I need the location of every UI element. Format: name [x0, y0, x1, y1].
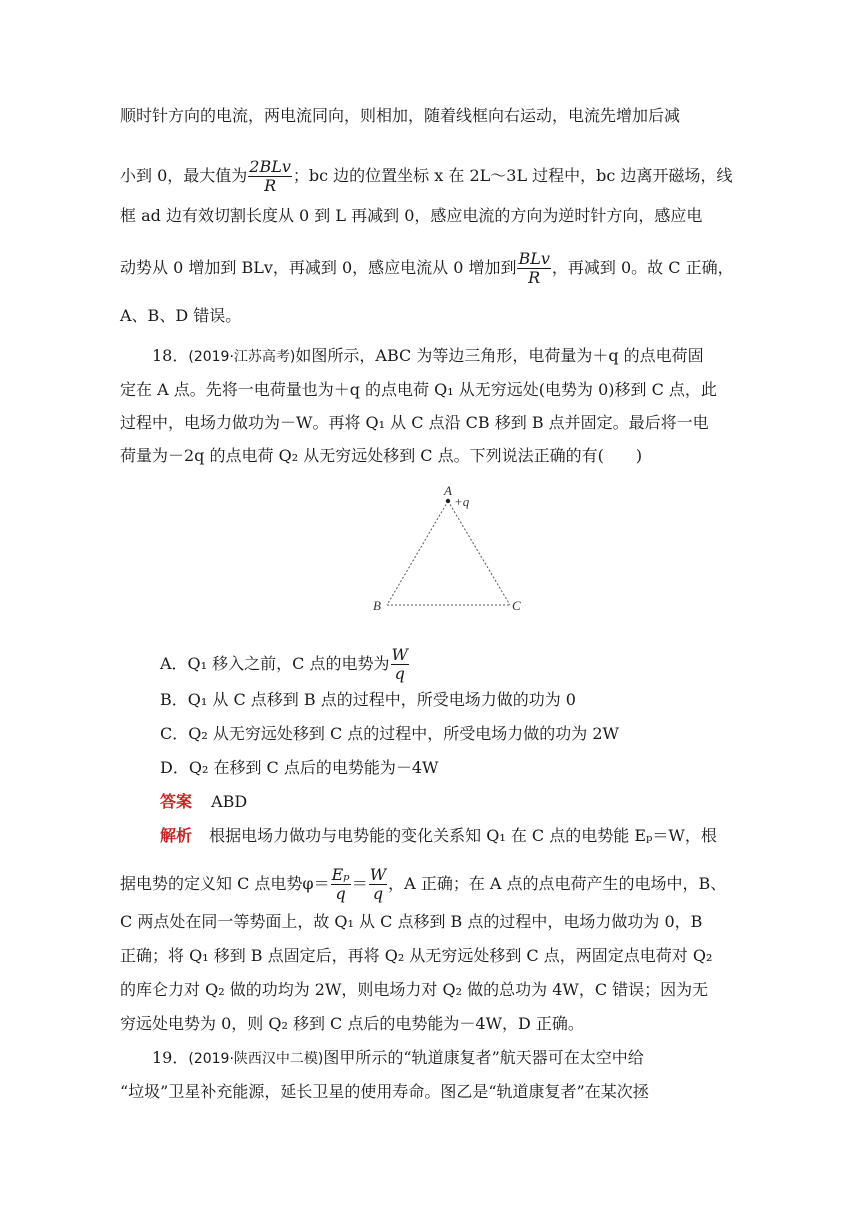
question-number: 18． [152, 346, 189, 365]
denominator: q [394, 664, 405, 683]
question-text: 图甲所示的“轨道康复者”航天器可在太空中给 [323, 1048, 644, 1067]
text-line: 框 ad 边有效切割长度从 0 到 L 再减到 0，感应电流的方向为逆时针方向，感应电 [120, 206, 703, 225]
denominator: q [335, 884, 346, 903]
text-line: A、B、D 错误。 [120, 306, 242, 325]
text-segment: ，A 正确；在 A 点的点电荷产生的电场中，B、 [388, 874, 727, 893]
text-segment: 小到 0，最大值为 [120, 166, 248, 185]
question-19-header [152, 1048, 772, 1069]
option-c: C．Q₂ 从无穷远处移到 C 点的过程中，所受电场力做的功为 2W [160, 724, 619, 743]
triangle-figure [366, 484, 536, 618]
vertex-label-b: B [373, 598, 381, 613]
numerator: Eₚ [331, 865, 350, 884]
point-charge-dot [446, 499, 450, 503]
text-segment: ＝ [351, 874, 368, 893]
numerator: BLv [518, 249, 550, 268]
option-d: D．Q₂ 在移到 C 点后的电势能为－4W [160, 758, 439, 777]
charge-label: +q [454, 494, 470, 509]
fraction [331, 866, 351, 903]
text-segment: 动势从 0 增加到 BLv，再减到 0，感应电流从 0 增加到 [120, 258, 517, 277]
answer-value: ABD [211, 792, 248, 811]
text-line: C 两点处在同一等势面上，故 Q₁ 从 C 点移到 B 点的过程中，电场力做功为 0，B [120, 912, 703, 931]
text-line [120, 158, 740, 195]
option-text: A．Q₁ 移入之前，C 点的电势为 [160, 654, 390, 673]
text-line: 过程中，电场力做功为－W。再将 Q₁ 从 C 点沿 CB 移到 B 点并固定。最后将一电 [120, 413, 709, 432]
text-segment: ；bc 边的位置坐标 x 在 2L～3L 过程中，bc 边离开磁场，线 [292, 166, 733, 185]
text-line [120, 866, 740, 903]
text-line: 荷量为－2q 的点电荷 Q₂ 从无穷远处移到 C 点。下列说法正确的有( ) [120, 446, 643, 465]
answer-label: 答案 [160, 792, 193, 811]
triangle-edge-ac [448, 501, 510, 605]
question-18-header [152, 346, 772, 367]
question-source: (2019·陕西汉中二模) [188, 1051, 324, 1067]
text-segment: 据电势的定义知 C 点电势φ＝ [120, 874, 330, 893]
text-line: 定在 A 点。先将一电荷量也为＋q 的点电荷 Q₁ 从无穷远处(电势为 0)移到 C 点，此 [120, 380, 717, 399]
triangle-edge-ab [387, 501, 448, 605]
text-line: 正确；将 Q₁ 移到 B 点固定后，再将 Q₂ 从无穷远处移到 C 点，两固定点电荷对 Q₂ [120, 946, 713, 965]
numerator: W [369, 865, 387, 884]
numerator: W [391, 645, 408, 664]
question-source: (2019·江苏高考) [188, 349, 296, 365]
fraction [369, 866, 387, 903]
option-a [160, 646, 780, 683]
fraction [391, 646, 409, 683]
text-line: 穷远处电势为 0，则 Q₂ 移到 C 点后的电势能为－4W，D 正确。 [120, 1014, 584, 1033]
question-number: 19． [152, 1048, 189, 1067]
denominator: R [528, 268, 541, 287]
denominator: q [372, 884, 384, 903]
fraction [517, 250, 550, 287]
text-line [120, 250, 740, 287]
option-b: B．Q₁ 从 C 点移到 B 点的过程中，所受电场力做的功为 0 [160, 690, 576, 709]
denominator: R [264, 176, 277, 195]
answer-line [160, 792, 780, 812]
vertex-label-a: A [444, 484, 452, 498]
question-text: 如图所示，ABC 为等边三角形，电荷量为＋q 的点电荷固 [295, 346, 704, 365]
numerator: 2BLv [249, 157, 291, 176]
fraction [248, 158, 292, 195]
text-line: 的库仑力对 Q₂ 做的功均为 2W，则电场力对 Q₂ 做的总功为 4W，C 错误；因为无 [120, 980, 709, 999]
text-line: “垃圾”卫星补充能源，延长卫星的使用寿命。图乙是“轨道康复者”在某次拯 [120, 1082, 649, 1101]
vertex-label-c: C [512, 598, 521, 613]
analysis-label: 解析 [160, 826, 193, 845]
text-segment: ，再减到 0。故 C 正确， [551, 258, 734, 277]
text-line: 顺时针方向的电流，两电流同向，则相加，随着线框向右运动，电流先增加后减 [120, 106, 681, 125]
analysis-text: 根据电场力做功与电势能的变化关系知 Q₁ 在 C 点的电势能 Eₚ＝W，根 [209, 826, 717, 845]
analysis-line [160, 826, 780, 846]
